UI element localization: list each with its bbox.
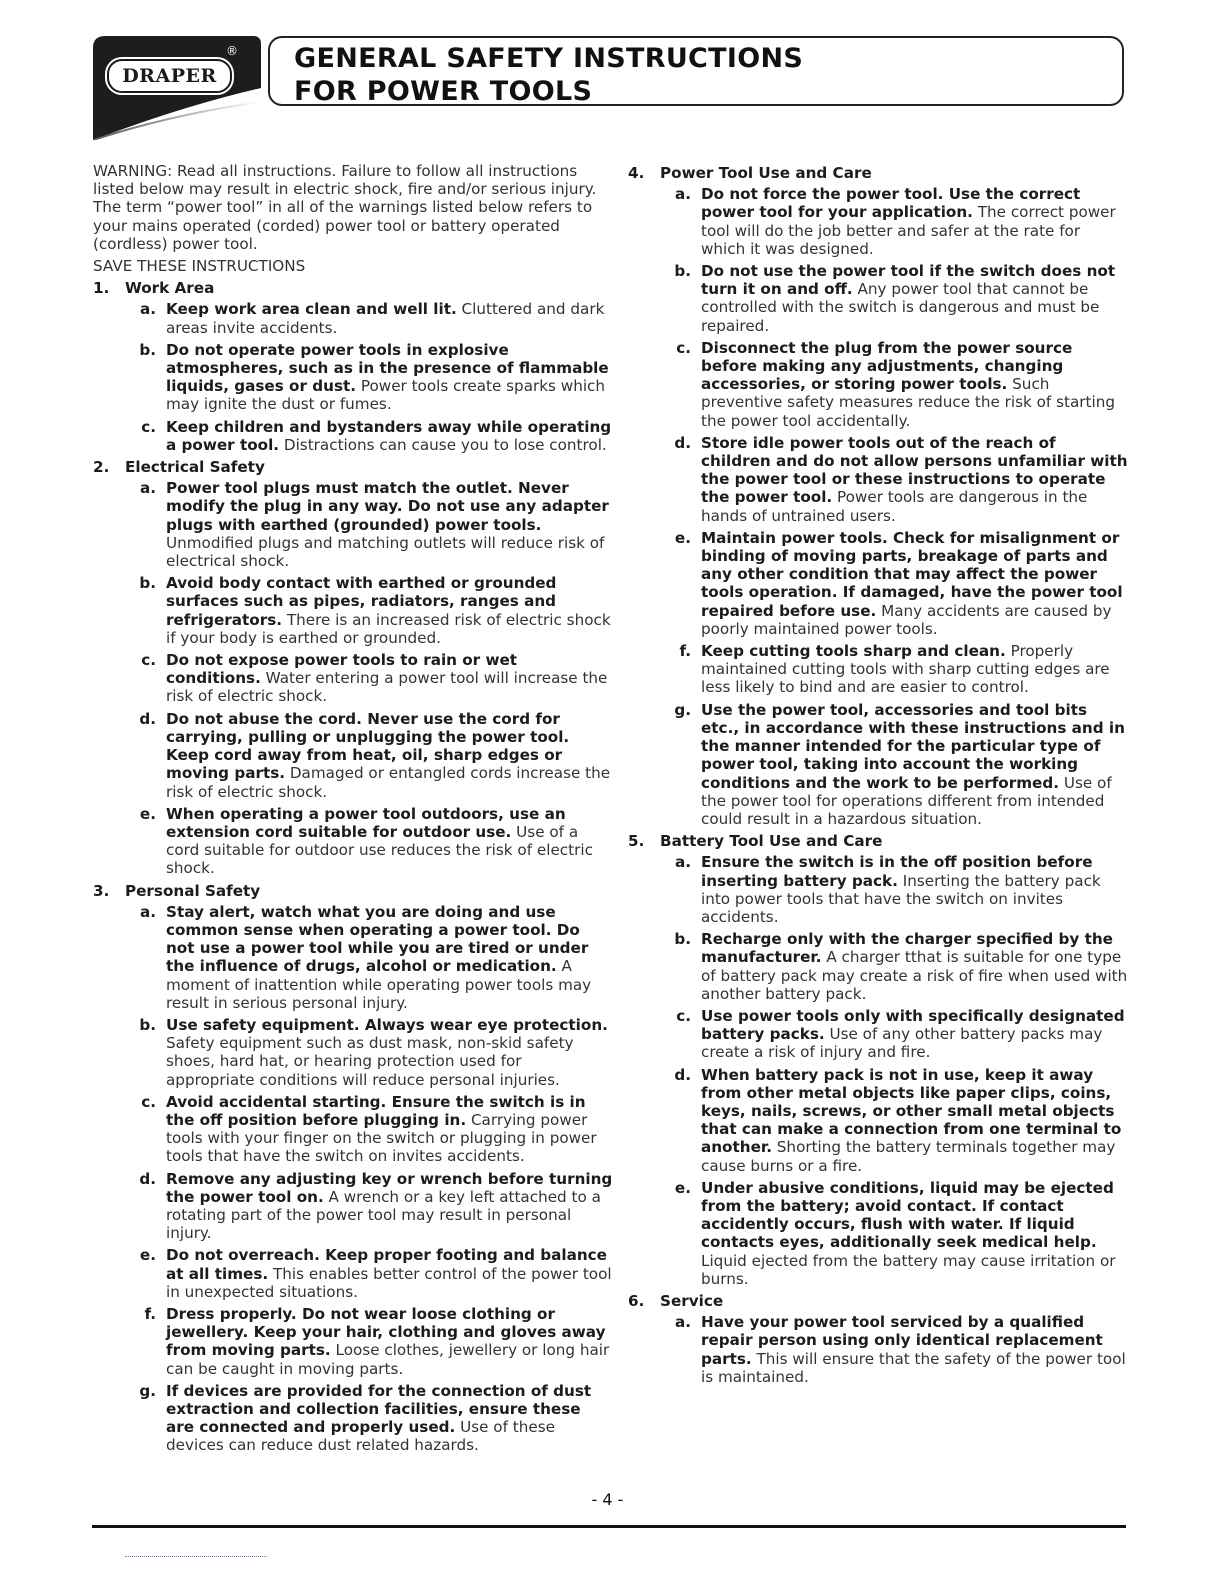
item-explanation: Carrying power tools with your finger on the switch or plugging in power tools that have the switch on invites accidents. bbox=[166, 1110, 597, 1166]
item-text bbox=[156, 574, 613, 647]
list-item bbox=[93, 710, 613, 801]
item-letter: d. bbox=[674, 433, 691, 452]
list-item bbox=[93, 574, 613, 647]
list-item bbox=[628, 1313, 1128, 1386]
item-bold-instruction: Ensure the switch is in the off position before inserting battery pack. bbox=[701, 853, 1093, 890]
item-text bbox=[156, 479, 613, 570]
list-item bbox=[628, 1007, 1128, 1062]
item-bold-instruction: Do not abuse the cord. Never use the cord for carrying, pulling or unplugging the power tool. Keep cord away from heat, oil, sharp edges or moving parts. bbox=[166, 709, 570, 783]
item-text bbox=[691, 185, 1128, 258]
section-heading bbox=[628, 1292, 1128, 1310]
item-bold-instruction: When battery pack is not in use, keep it away from other metal objects like paper clips, coins, keys, nails, screws, or other small metal objects that can make a connection from one terminal to another. bbox=[701, 1065, 1122, 1157]
item-text bbox=[691, 262, 1128, 335]
item-letter: d. bbox=[139, 709, 156, 728]
item-explanation: Use of the power tool for operations different from intended could result in a hazardous situation. bbox=[701, 773, 1112, 828]
item-bold-instruction: Store idle power tools out of the reach of children and do not allow persons unfamiliar with the power tool or these instructions to operate the power tool. bbox=[701, 433, 1128, 507]
item-bold-instruction: Stay alert, watch what you are doing and use common sense when operating a power tool. Do not use a power tool while you are tired or under the influence of drugs, alcohol or medication. bbox=[166, 902, 589, 976]
item-explanation: Power tools create sparks which may ignite the dust or fumes. bbox=[166, 377, 606, 414]
item-letter: e. bbox=[674, 528, 691, 547]
item-text bbox=[156, 1382, 613, 1455]
list-item bbox=[628, 701, 1128, 828]
list-item bbox=[628, 339, 1128, 430]
item-text bbox=[691, 642, 1128, 697]
item-bold-instruction: Use the power tool, accessories and tool bits etc., in accordance with these instructions and in the manner intended for the particular type of power tool, taking into account the working conditions and the work to be performed. bbox=[701, 700, 1125, 792]
item-letter: e. bbox=[674, 1178, 691, 1197]
item-bold-instruction: Dress properly. Do not wear loose clothing or jewellery. Keep your hair, clothing and gloves away from moving parts. bbox=[166, 1304, 606, 1360]
list-item bbox=[93, 1170, 613, 1243]
item-explanation: The correct power tool will do the job better and safer at the rate for which it was designed. bbox=[701, 203, 1116, 258]
list-item bbox=[93, 341, 613, 414]
section-number: 3. bbox=[93, 881, 110, 900]
item-text bbox=[156, 341, 613, 414]
item-letter: f. bbox=[679, 642, 691, 661]
item-text bbox=[691, 1066, 1128, 1175]
item-text bbox=[691, 339, 1128, 430]
section-number: 5. bbox=[628, 832, 645, 851]
section-number: 1. bbox=[93, 279, 110, 298]
item-explanation: Damaged or entangled cords increase the risk of electric shock. bbox=[166, 764, 611, 801]
item-letter: a. bbox=[139, 479, 156, 498]
section-title: Work Area bbox=[125, 279, 215, 298]
item-text bbox=[691, 853, 1128, 926]
item-bold-instruction: Do not force the power tool. Use the correct power tool for your application. bbox=[701, 185, 1081, 222]
list-item bbox=[628, 642, 1128, 697]
item-letter: c. bbox=[676, 1006, 691, 1025]
item-explanation: Safety equipment such as dust mask, non-skid safety shoes, hard hat, or hearing protection used for appropriate conditions will reduce personal injuries. bbox=[166, 1034, 574, 1089]
list-item bbox=[93, 300, 613, 336]
item-explanation: Water entering a power tool will increase the risk of electric shock. bbox=[166, 669, 608, 706]
section-title: Personal Safety bbox=[125, 881, 261, 900]
item-letter: c. bbox=[141, 1092, 156, 1111]
item-explanation: Distractions can cause you to lose control. bbox=[279, 435, 607, 454]
footer-dotted-line bbox=[125, 1556, 267, 1557]
item-bold-instruction: Do not use the power tool if the switch does not turn it on and off. bbox=[701, 262, 1116, 299]
list-item bbox=[93, 1016, 613, 1089]
list-item bbox=[628, 434, 1128, 525]
item-text bbox=[156, 1093, 613, 1166]
item-explanation: Use of a cord suitable for outdoor use reduces the risk of electric shock. bbox=[166, 822, 593, 878]
item-letter: a. bbox=[674, 185, 691, 204]
item-explanation: A wrench or a key left attached to a rotating part of the power tool may result in personal injury. bbox=[166, 1187, 601, 1243]
save-instructions-note: SAVE THESE INSTRUCTIONS bbox=[93, 257, 306, 276]
item-letter: c. bbox=[676, 338, 691, 357]
item-explanation: Inserting the battery pack into power tools that have the switch on invites accidents. bbox=[701, 871, 1101, 926]
item-text bbox=[156, 1246, 613, 1301]
item-text bbox=[691, 930, 1128, 1003]
item-explanation: Many accidents are caused by poorly maintained power tools. bbox=[701, 601, 1112, 638]
page-title-line1: GENERAL SAFETY INSTRUCTIONS bbox=[294, 43, 804, 74]
registered-mark: ® bbox=[226, 44, 238, 58]
item-explanation: Shorting the battery terminals together may cause burns or a fire. bbox=[701, 1138, 1116, 1175]
item-letter: d. bbox=[674, 1065, 691, 1084]
item-text bbox=[156, 1305, 613, 1378]
item-letter: c. bbox=[141, 651, 156, 670]
list-item bbox=[93, 651, 613, 706]
section-number: 6. bbox=[628, 1291, 645, 1310]
item-bold-instruction: If devices are provided for the connection of dust extraction and collection facilities, ensure these are connected and properly used. bbox=[166, 1381, 592, 1437]
item-text bbox=[691, 1007, 1128, 1062]
item-bold-instruction: Do not operate power tools in explosive atmospheres, such as in the presence of flammable liquids, gases or dust. bbox=[166, 340, 609, 396]
item-letter: b. bbox=[139, 574, 156, 593]
item-bold-instruction: Disconnect the plug from the power source before making any adjustments, changing accessories, or storing power tools. bbox=[701, 338, 1073, 394]
section-number: 4. bbox=[628, 164, 645, 182]
list-item bbox=[93, 903, 613, 1012]
item-explanation: Use of these devices can reduce dust related hazards. bbox=[166, 1418, 555, 1455]
item-explanation: Loose clothes, jewellery or long hair can be caught in moving parts. bbox=[166, 1341, 610, 1378]
item-explanation: Properly maintained cutting tools with sharp cutting edges are less likely to bind and are easier to control. bbox=[701, 642, 1110, 697]
item-explanation: Use of any other battery packs may create a risk of injury and fire. bbox=[701, 1025, 1103, 1062]
item-bold-instruction: Power tool plugs must match the outlet. Never modify the plug in any way. Do not use any adapter plugs with earthed (grounded) power tools. bbox=[166, 479, 609, 534]
item-letter: g. bbox=[674, 700, 691, 719]
item-text bbox=[691, 1179, 1128, 1288]
item-letter: b. bbox=[674, 262, 691, 281]
item-bold-instruction: Keep cutting tools sharp and clean. bbox=[701, 642, 1006, 661]
item-text bbox=[691, 529, 1128, 638]
item-text bbox=[691, 1313, 1128, 1386]
item-letter: a. bbox=[139, 300, 156, 319]
section-title: Electrical Safety bbox=[125, 458, 265, 477]
item-bold-instruction: Remove any adjusting key or wrench before turning the power tool on. bbox=[166, 1169, 613, 1206]
item-explanation: There is an increased risk of electric shock if your body is earthed or grounded. bbox=[166, 610, 611, 647]
footer-divider bbox=[92, 1525, 1126, 1528]
section-heading bbox=[628, 164, 1128, 182]
list-item bbox=[628, 853, 1128, 926]
item-letter: c. bbox=[141, 417, 156, 436]
item-explanation: Cluttered and dark areas invite accidents. bbox=[166, 300, 605, 337]
list-item bbox=[93, 1382, 613, 1455]
item-explanation: This enables better control of the power tool in unexpected situations. bbox=[166, 1264, 612, 1301]
list-item bbox=[628, 262, 1128, 335]
item-explanation: Liquid ejected from the battery may cause irritation or burns. bbox=[701, 1251, 1116, 1288]
brand-logo bbox=[93, 36, 263, 140]
section-title: Battery Tool Use and Care bbox=[660, 832, 883, 851]
section-number: 2. bbox=[93, 458, 110, 477]
section-title: Service bbox=[660, 1291, 724, 1310]
page-number: - 4 - bbox=[591, 1490, 624, 1509]
section-heading bbox=[628, 832, 1128, 850]
item-bold-instruction: Use safety equipment. Always wear eye protection. bbox=[166, 1015, 608, 1034]
item-bold-instruction: Use power tools only with specifically designated battery packs. bbox=[701, 1006, 1125, 1044]
list-item bbox=[628, 1179, 1128, 1288]
list-item bbox=[93, 805, 613, 878]
list-item bbox=[628, 1066, 1128, 1175]
item-bold-instruction: Avoid accidental starting. Ensure the switch is in the off position before plugging in. bbox=[166, 1092, 586, 1129]
item-explanation: A moment of inattention while operating power tools may result in serious personal injury. bbox=[166, 957, 592, 1012]
item-bold-instruction: Avoid body contact with earthed or grounded surfaces such as pipes, radiators, ranges and refrigerators. bbox=[166, 574, 557, 629]
item-explanation: A charger tthat is suitable for one type of battery pack may create a risk of fire when used with another battery pack. bbox=[701, 948, 1128, 1003]
item-text bbox=[156, 903, 613, 1012]
section-heading bbox=[93, 882, 613, 900]
item-text bbox=[156, 1016, 613, 1089]
item-bold-instruction: Do not overreach. Keep proper footing and balance at all times. bbox=[166, 1246, 607, 1283]
item-explanation: Such preventive safety measures reduce the risk of starting the power tool accidentally. bbox=[701, 375, 1115, 430]
item-bold-instruction: Have your power tool serviced by a qualified repair person using only identical replacement parts. bbox=[701, 1313, 1103, 1368]
item-bold-instruction: When operating a power tool outdoors, use an extension cord suitable for outdoor use. bbox=[166, 804, 566, 841]
item-explanation: Unmodified plugs and matching outlets will reduce risk of electrical shock. bbox=[166, 533, 605, 571]
item-letter: b. bbox=[139, 340, 156, 359]
item-text bbox=[156, 805, 613, 878]
item-text bbox=[156, 710, 613, 801]
item-bold-instruction: Recharge only with the charger specified by the manufacturer. bbox=[701, 930, 1113, 967]
item-letter: d. bbox=[139, 1169, 156, 1188]
right-column bbox=[628, 162, 1128, 1390]
item-letter: b. bbox=[139, 1015, 156, 1034]
section-title: Power Tool Use and Care bbox=[660, 164, 872, 182]
page-title-line2: FOR POWER TOOLS bbox=[294, 76, 593, 107]
item-explanation: Power tools are dangerous in the hands of untrained users. bbox=[701, 488, 1088, 525]
item-letter: e. bbox=[139, 1246, 156, 1265]
warning-intro: WARNING: Read all instructions. Failure to follow all instructions listed below may result in electric shock, fire and/or serious injury. The term “power tool” in all of the warnings listed below refers to your mains operated (corded) power tool or battery operated (cordless) power tool. bbox=[93, 162, 597, 253]
list-item bbox=[93, 1246, 613, 1301]
list-item bbox=[628, 529, 1128, 638]
item-letter: b. bbox=[674, 930, 691, 949]
item-bold-instruction: Do not expose power tools to rain or wet conditions. bbox=[166, 651, 518, 688]
list-item bbox=[93, 1093, 613, 1166]
item-bold-instruction: Keep work area clean and well lit. bbox=[166, 300, 457, 319]
brand-wordmark: DRAPER bbox=[107, 59, 232, 93]
item-bold-instruction: Under abusive conditions, liquid may be ejected from the battery; avoid contact. If contact accidently occurs, flush with water. If liquid contacts eyes, additionally seek medical help. bbox=[701, 1178, 1114, 1252]
item-explanation: This will ensure that the safety of the power tool is maintained. bbox=[701, 1349, 1126, 1386]
item-bold-instruction: Keep children and bystanders away while operating a power tool. bbox=[166, 417, 612, 454]
item-letter: e. bbox=[139, 804, 156, 823]
section-heading bbox=[93, 279, 613, 297]
item-bold-instruction: Maintain power tools. Check for misalignment or binding of moving parts, breakage of parts and any other condition that may affect the power tools operation. If damaged, have the power tool repaired before use. bbox=[701, 528, 1123, 620]
item-explanation: Any power tool that cannot be controlled with the switch is dangerous and must be repaired. bbox=[701, 280, 1100, 335]
list-item bbox=[93, 418, 613, 454]
item-text bbox=[156, 418, 613, 454]
item-letter: a. bbox=[674, 1313, 691, 1332]
list-item bbox=[628, 185, 1128, 258]
item-letter: g. bbox=[139, 1381, 156, 1400]
item-text bbox=[156, 300, 613, 336]
item-text bbox=[156, 651, 613, 706]
item-text bbox=[691, 434, 1128, 525]
item-letter: f. bbox=[144, 1304, 156, 1323]
item-letter: a. bbox=[139, 902, 156, 921]
list-item bbox=[93, 479, 613, 570]
list-item bbox=[628, 930, 1128, 1003]
item-letter: a. bbox=[674, 853, 691, 872]
item-text bbox=[156, 1170, 613, 1243]
list-item bbox=[93, 1305, 613, 1378]
left-column bbox=[93, 162, 613, 1459]
item-text bbox=[691, 701, 1128, 828]
section-heading bbox=[93, 458, 613, 476]
